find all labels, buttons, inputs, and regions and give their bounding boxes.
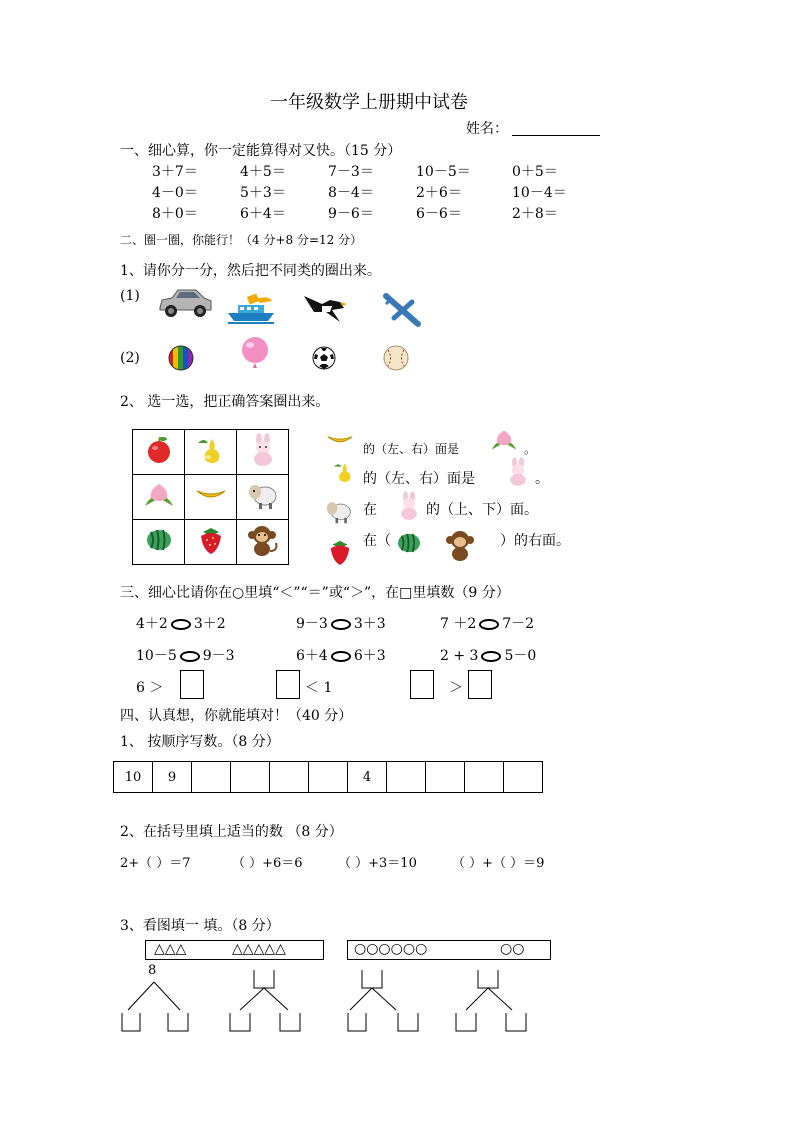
sequence-cell[interactable]: 9: [153, 762, 192, 793]
grid-cell: [185, 520, 237, 565]
compare-right: 5－0: [504, 648, 537, 664]
number-sequence-table: [113, 761, 543, 793]
s4-question1: 1、 按顺序写数。（8 分）: [120, 734, 280, 750]
sheep-icon: [247, 480, 279, 510]
grid-cell: [133, 520, 185, 565]
statement4-text-b: ）的右面。: [500, 533, 570, 549]
calc-item: 10－4＝: [512, 185, 567, 201]
pear-icon: [331, 458, 357, 486]
grid-cell: [185, 475, 237, 520]
compare-right: 7－2: [502, 616, 535, 632]
baseball-icon[interactable]: [383, 345, 409, 371]
compare-oval[interactable]: [479, 619, 499, 630]
banana-icon: [326, 431, 354, 449]
statement2-text: 的（左、右）面是: [363, 471, 475, 487]
soccer-ball-icon[interactable]: [312, 346, 336, 370]
row1-label: (1): [120, 288, 140, 304]
fill-item[interactable]: （ ）+3＝10: [338, 856, 417, 871]
name-field[interactable]: [512, 135, 600, 136]
s2-question1: 1、请你分一分，然后把不同类的圈出来。: [120, 263, 381, 279]
watermelon-icon: [145, 528, 173, 552]
compare-right: 9－3: [202, 648, 235, 664]
calc-item: 8＋0＝: [152, 206, 198, 222]
s4-question3: 3、看图填一 填。（8 分）: [120, 918, 280, 934]
s2-question2: 2、 选一选，把正确答案圈出来。: [120, 394, 330, 410]
answer-box[interactable]: [468, 670, 492, 699]
calc-item: 2＋8＝: [512, 206, 558, 222]
split-tree-3: [348, 970, 418, 1031]
box2-suffix: ＜ 1: [305, 680, 333, 696]
striped-ball-icon[interactable]: [168, 345, 194, 371]
pear-icon: [194, 435, 228, 465]
compare-item: [296, 645, 386, 665]
sequence-cell[interactable]: 4: [348, 762, 387, 793]
triangles-group-a: △△△: [154, 941, 187, 957]
sequence-cell[interactable]: [192, 762, 231, 793]
calc-item: 6＋4＝: [240, 206, 286, 222]
calc-item: 0＋5＝: [512, 164, 558, 180]
peach-icon: [143, 480, 175, 510]
section3-heading: 三、细心比请你在○里填“＜”“＝”或“＞”，在□里填数（9 分）: [120, 585, 510, 601]
picture-grid: [132, 429, 289, 565]
rabbit-icon: [396, 491, 422, 521]
rabbit-icon[interactable]: [505, 457, 531, 487]
sequence-cell[interactable]: [387, 762, 426, 793]
sequence-cell[interactable]: [231, 762, 270, 793]
box3-mid: ＞: [449, 680, 463, 696]
grid-cell: [237, 520, 289, 565]
banana-icon: [195, 485, 227, 505]
section2-heading: 二、圈一圈，你能行！（4 分+8 分=12 分）: [120, 233, 363, 247]
airplane-icon[interactable]: [382, 292, 422, 328]
compare-left: 7 ＋2: [440, 616, 477, 632]
calc-item: 7－3＝: [328, 164, 374, 180]
row2-label: (2): [120, 350, 140, 366]
compare-item: [136, 645, 235, 665]
statement2-end: 。: [535, 471, 549, 487]
compare-item: [136, 613, 226, 633]
compare-item: [296, 613, 386, 633]
calc-item: 9－6＝: [328, 206, 374, 222]
balloon-icon[interactable]: [240, 336, 270, 372]
statement3-text-b: 的（上、下）面。: [426, 502, 538, 518]
calc-item: 5＋3＝: [240, 185, 286, 201]
grid-cell: [237, 475, 289, 520]
monkey-icon: [246, 523, 280, 557]
calc-item: 4－0＝: [152, 185, 198, 201]
section1-heading: 一、细心算，你一定能算得对又快。（15 分）: [120, 143, 402, 159]
peach-icon[interactable]: [490, 427, 518, 453]
split-trees: [110, 965, 550, 1035]
sequence-cell[interactable]: [504, 762, 543, 793]
statement4-text-a: 在（: [363, 533, 391, 549]
compare-left: 9－3: [296, 616, 328, 632]
compare-left: 2 + 3: [440, 648, 479, 664]
triangles-box: [145, 940, 324, 960]
car-icon[interactable]: [156, 284, 214, 320]
box1-prefix: 6 ＞: [136, 680, 164, 696]
fill-item[interactable]: （ ）+6＝6: [232, 856, 303, 871]
compare-item: [440, 613, 534, 633]
grid-cell: [185, 430, 237, 475]
sequence-cell[interactable]: [309, 762, 348, 793]
split-tree-4: [456, 970, 526, 1031]
sequence-cell[interactable]: [270, 762, 309, 793]
compare-oval[interactable]: [180, 651, 200, 662]
circles-group-b: ○○: [500, 941, 525, 957]
grid-cell: [133, 475, 185, 520]
bird-icon[interactable]: [300, 290, 348, 326]
compare-left: 4＋2: [136, 616, 168, 632]
circles-box: [347, 940, 551, 960]
answer-box[interactable]: [180, 670, 204, 699]
sequence-cell[interactable]: 10: [114, 762, 153, 793]
apple-icon: [145, 435, 173, 465]
s4-question2: 2、在括号里填上适当的数 （8 分）: [120, 824, 343, 840]
statement1-end: 。: [524, 442, 537, 456]
calc-item: 3＋7＝: [152, 164, 198, 180]
answer-box[interactable]: [410, 670, 434, 699]
calc-item: 4＋5＝: [240, 164, 286, 180]
sheep-icon: [325, 497, 353, 525]
compare-left: 6＋4: [296, 648, 328, 664]
fill-item[interactable]: 2+（ ）＝7: [120, 856, 191, 871]
compare-item: [440, 645, 536, 665]
grid-cell: [237, 430, 289, 475]
watermelon-icon[interactable]: [396, 532, 422, 554]
answer-box[interactable]: [276, 670, 300, 699]
sequence-cell[interactable]: [426, 762, 465, 793]
ship-icon[interactable]: [226, 293, 276, 325]
tree1-top-number: 8: [148, 963, 157, 978]
page-title: 一年级数学上册期中试卷: [270, 92, 468, 113]
sequence-cell[interactable]: [465, 762, 504, 793]
compare-right: 6＋3: [353, 648, 386, 664]
monkey-icon[interactable]: [444, 528, 478, 562]
circles-group-a: ○○○○○○: [354, 941, 428, 957]
compare-oval[interactable]: [481, 651, 501, 662]
calc-item: 8－4＝: [328, 185, 374, 201]
strawberry-icon: [197, 524, 225, 556]
statement3-text-a: 在: [363, 502, 377, 518]
grid-cell: [133, 430, 185, 475]
statement1-text: 的（左、右）面是: [363, 442, 460, 456]
calc-item: 2＋6＝: [416, 185, 462, 201]
compare-right: 3＋3: [353, 616, 386, 632]
compare-oval[interactable]: [331, 619, 351, 630]
split-tree-2: [230, 970, 300, 1031]
triangles-group-b: △△△△△: [232, 941, 286, 957]
rabbit-icon: [248, 433, 278, 467]
calc-item: 6－6＝: [416, 206, 462, 222]
calc-item: 10－5＝: [416, 164, 471, 180]
compare-oval[interactable]: [331, 651, 351, 662]
fill-item[interactable]: （ ）+（ ）＝9: [452, 856, 545, 871]
section4-heading: 四、认真想，你就能填对！（40 分）: [120, 708, 353, 724]
split-tree-1: [122, 982, 188, 1031]
compare-left: 10－5: [136, 648, 177, 664]
name-label: 姓名：: [466, 121, 508, 137]
compare-right: 3＋2: [193, 616, 226, 632]
strawberry-icon: [327, 537, 353, 567]
compare-oval[interactable]: [171, 619, 191, 630]
